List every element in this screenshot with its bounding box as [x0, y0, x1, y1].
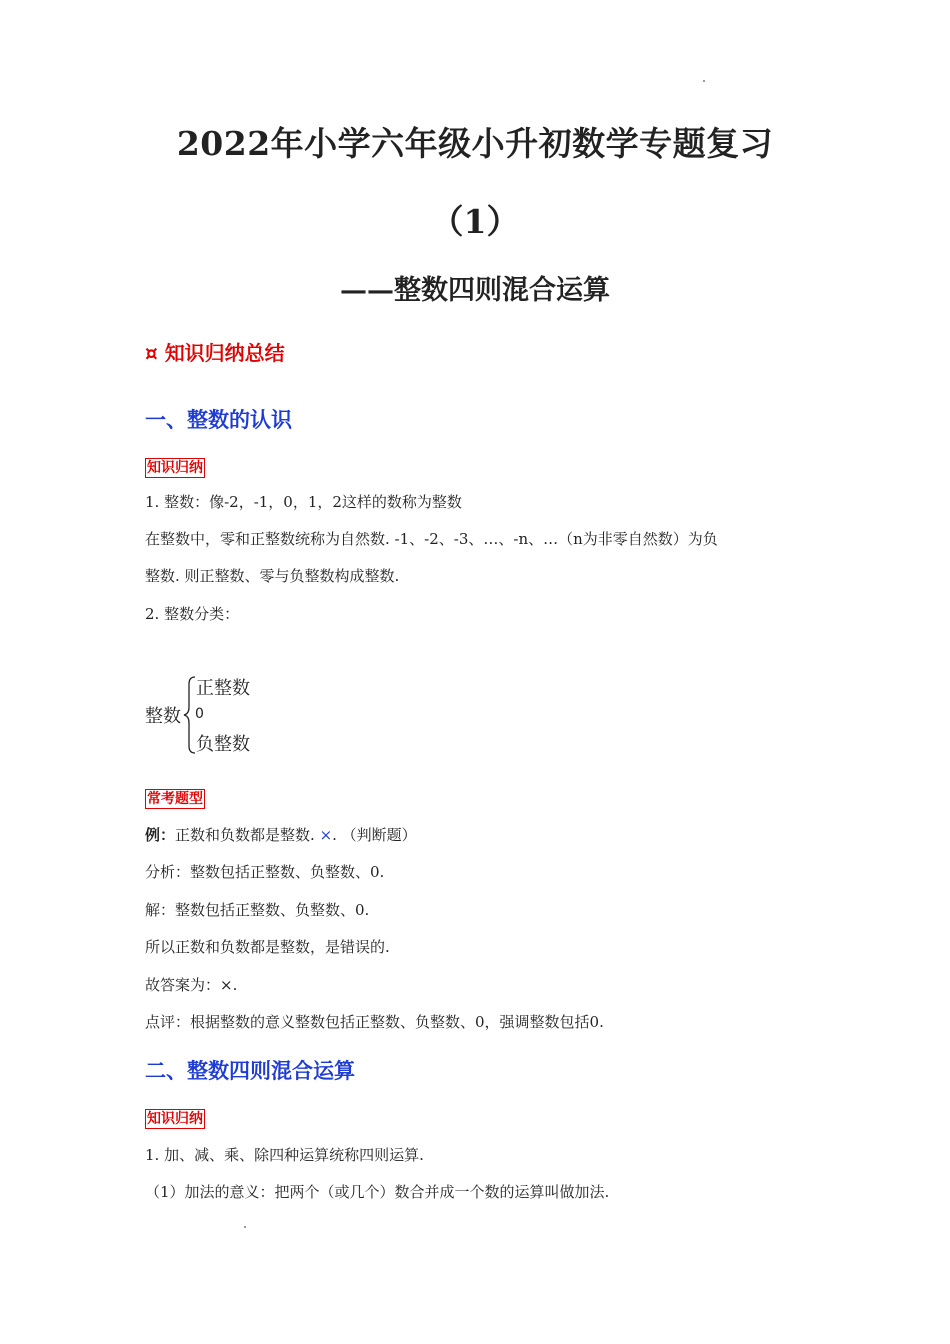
example-answer-mark: × — [319, 826, 333, 844]
section1-line-4: 2. 整数分类： — [145, 605, 240, 623]
bottom-dot — [244, 1226, 246, 1228]
corner-dot — [703, 80, 705, 82]
page-title-number: （1） — [430, 202, 520, 241]
example-prefix: 例： — [145, 826, 176, 844]
example-analysis: 分析：整数包括正整数、负整数、0. — [145, 863, 385, 881]
section2-heading: 二、整数四则混合运算 — [145, 1059, 355, 1083]
example-answer: 故答案为：×. — [145, 976, 238, 994]
classification-item-zero: 0 — [195, 706, 204, 722]
section2-tag: 知识归纳 — [147, 1111, 203, 1127]
page-subtitle: ——整数四则混合运算 — [340, 275, 610, 306]
example-suffix: . （判断题） — [332, 826, 417, 844]
example-tag: 常考题型 — [147, 791, 203, 807]
example-question — [145, 825, 417, 845]
classification-item-negative: 负整数 — [196, 734, 250, 755]
section1-line-3: 整数. 则正整数、零与负整数构成整数. — [145, 567, 400, 585]
example-question-text: 正数和负数都是整数. — [175, 826, 320, 844]
page-title: 2022年小学六年级小升初数学专题复习 — [176, 124, 774, 163]
section1-heading: 一、整数的认识 — [145, 408, 292, 432]
example-conclusion: 所以正数和负数都是整数，是错误的. — [145, 938, 390, 956]
section1-tag: 知识归纳 — [147, 460, 203, 476]
section1-line-2: 在整数中，零和正整数统称为自然数. -1、-2、-3、…、-n、…（n为非零自然数）为负 — [145, 530, 718, 548]
classification-root: 整数 — [145, 706, 181, 727]
example-solution: 解：整数包括正整数、负整数、0. — [145, 901, 370, 919]
section1-line-1: 1. 整数：像-2，-1，0，1，2这样的数称为整数 — [145, 493, 462, 511]
classification-item-positive: 正整数 — [196, 678, 250, 699]
example-comment: 点评：根据整数的意义整数包括正整数、负整数、0，强调整数包括0. — [145, 1013, 604, 1031]
summary-heading: ¤ 知识归纳总结 — [145, 341, 285, 365]
section2-line-1: 1. 加、减、乘、除四种运算统称四则运算. — [145, 1146, 424, 1164]
section2-line-2: （1）加法的意义：把两个（或几个）数合并成一个数的运算叫做加法. — [145, 1183, 610, 1201]
